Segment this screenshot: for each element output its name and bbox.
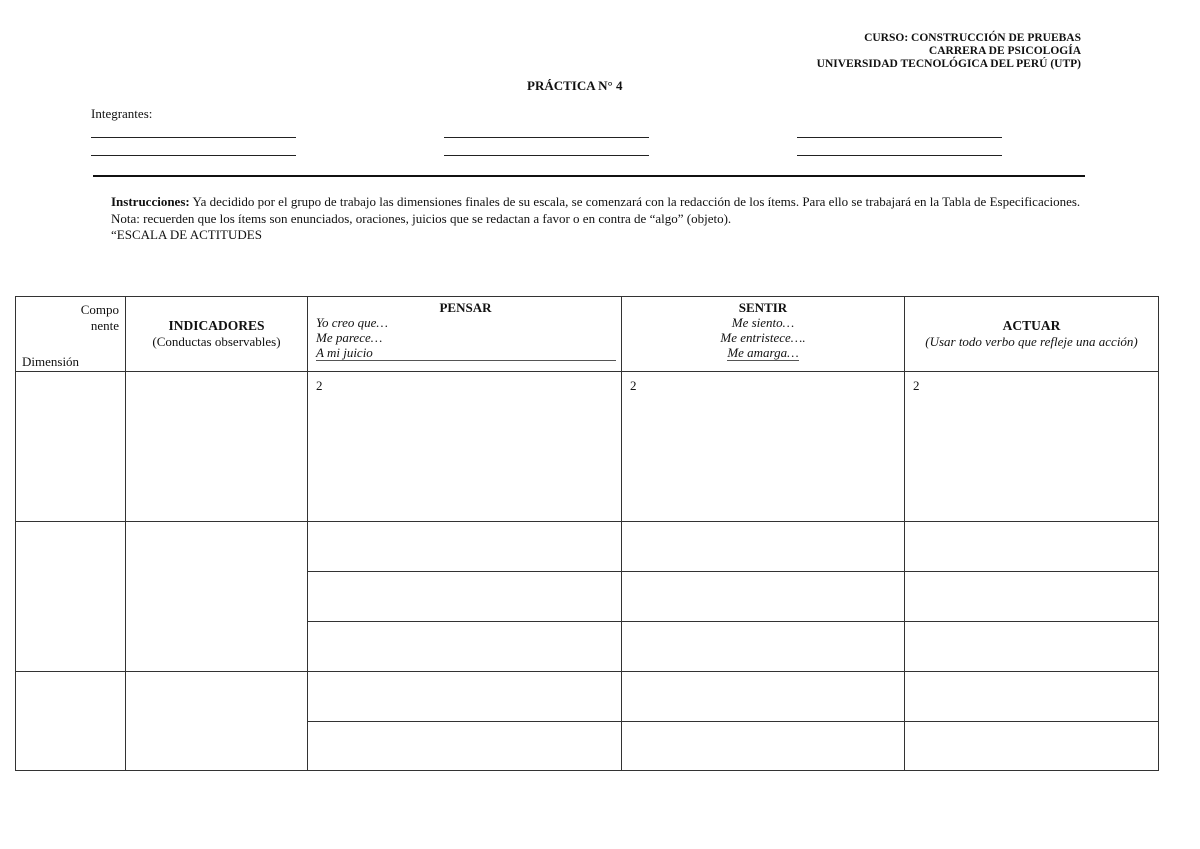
sentir-title: SENTIR bbox=[738, 300, 788, 315]
sentir-cell[interactable] bbox=[622, 622, 905, 672]
table-row bbox=[16, 672, 1159, 722]
actuar-subtitle: (Usar todo verbo que refleje una acción) bbox=[925, 334, 1138, 349]
member-line bbox=[797, 155, 1002, 156]
header-indicadores bbox=[126, 297, 308, 372]
indicator-cell[interactable] bbox=[126, 372, 308, 522]
actuar-cell[interactable]: 2 bbox=[905, 372, 1159, 522]
course-line: CURSO: CONSTRUCCIÓN DE PRUEBAS bbox=[864, 32, 1081, 44]
actuar-title: ACTUAR bbox=[1002, 318, 1061, 333]
pensar-line-3: A mi juicio bbox=[316, 345, 616, 361]
indicator-cell[interactable] bbox=[126, 522, 308, 672]
pensar-line-1: Yo creo que… bbox=[316, 315, 388, 330]
instructions-paragraph bbox=[111, 194, 1086, 211]
header-pensar bbox=[308, 297, 622, 372]
sentir-cell[interactable] bbox=[622, 572, 905, 622]
career-line: CARRERA DE PSICOLOGÍA bbox=[928, 45, 1081, 57]
table-row bbox=[16, 522, 1159, 572]
pensar-cell[interactable]: 2 bbox=[308, 372, 622, 522]
member-line bbox=[444, 155, 649, 156]
integrantes-label: Integrantes: bbox=[91, 106, 153, 121]
instructions-text: Ya decidido por el grupo de trabajo las dimensiones finales de su escala, se comenzará con la redacción de los ítems. Para ello se trabajará en la Tabla de Especificaciones. bbox=[189, 194, 1081, 209]
specification-table bbox=[15, 296, 1159, 771]
pensar-cell[interactable] bbox=[308, 572, 622, 622]
actuar-cell[interactable] bbox=[905, 572, 1159, 622]
course-header bbox=[817, 32, 1081, 71]
table-row bbox=[16, 372, 1159, 522]
dimension-cell[interactable] bbox=[16, 672, 126, 771]
pensar-cell[interactable] bbox=[308, 522, 622, 572]
pensar-line-2: Me parece… bbox=[316, 330, 383, 345]
instructions-block bbox=[111, 194, 1086, 244]
pensar-cell[interactable] bbox=[308, 672, 622, 722]
pensar-title: PENSAR bbox=[439, 300, 492, 315]
indicadores-subtitle: (Conductas observables) bbox=[152, 334, 281, 349]
instructions-scale: “ESCALA DE ACTITUDES bbox=[111, 227, 262, 242]
indicator-cell[interactable] bbox=[126, 672, 308, 771]
sentir-line-2: Me entristece…. bbox=[720, 330, 806, 345]
pensar-cell[interactable] bbox=[308, 622, 622, 672]
header-componente-1: Compo bbox=[80, 302, 119, 317]
instructions-label: Instrucciones: bbox=[111, 194, 190, 209]
header-sentir bbox=[622, 297, 905, 372]
sentir-line-3: Me amarga… bbox=[727, 345, 799, 360]
pensar-cell[interactable] bbox=[308, 722, 622, 771]
university-line: UNIVERSIDAD TECNOLÓGICA DEL PERÚ (UTP) bbox=[816, 58, 1081, 70]
sentir-cell[interactable] bbox=[622, 722, 905, 771]
member-line bbox=[91, 155, 296, 156]
sentir-cell[interactable]: 2 bbox=[622, 372, 905, 522]
table-header-row bbox=[16, 297, 1159, 372]
header-componente-2: nente bbox=[90, 318, 119, 333]
sentir-cell[interactable] bbox=[622, 672, 905, 722]
header-component-dimension bbox=[16, 297, 126, 372]
sentir-line-1: Me siento… bbox=[731, 315, 795, 330]
actuar-cell[interactable] bbox=[905, 522, 1159, 572]
actuar-cell[interactable] bbox=[905, 622, 1159, 672]
instructions-note: Nota: recuerden que los ítems son enunciados, oraciones, juicios que se redactan a favor o en contra de “algo” (objeto). bbox=[111, 210, 732, 226]
header-actuar bbox=[905, 297, 1159, 372]
indicadores-title: INDICADORES bbox=[168, 318, 265, 333]
header-dimension: Dimensión bbox=[22, 354, 80, 369]
member-line bbox=[797, 137, 1002, 138]
dimension-cell[interactable] bbox=[16, 522, 126, 672]
practice-title: PRÁCTICA N° 4 bbox=[527, 78, 623, 93]
actuar-cell[interactable] bbox=[905, 672, 1159, 722]
sentir-cell[interactable] bbox=[622, 522, 905, 572]
dimension-cell[interactable] bbox=[16, 372, 126, 522]
section-divider bbox=[93, 175, 1085, 177]
member-line bbox=[444, 137, 649, 138]
actuar-cell[interactable] bbox=[905, 722, 1159, 771]
member-line bbox=[91, 137, 296, 138]
